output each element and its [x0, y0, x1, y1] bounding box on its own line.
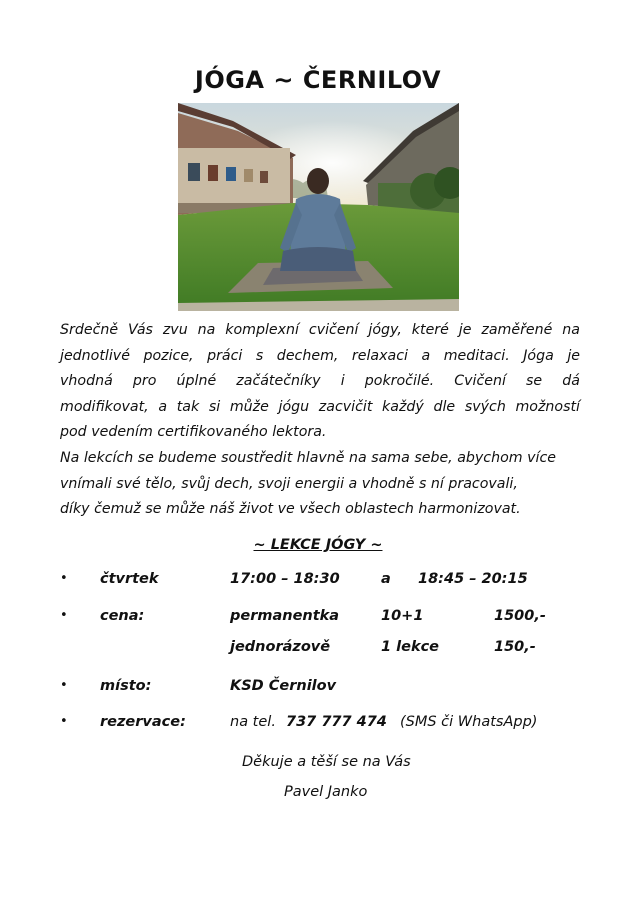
intro-line: jednotlivé pozice, práci s dechem, relaxaci a meditaci. Jóga je	[60, 347, 580, 364]
bullet: •	[60, 714, 68, 729]
reservation-label: rezervace:	[100, 714, 186, 730]
page-title: JÓGA ~ ČERNILOV	[194, 66, 442, 94]
intro-line: Na lekcích se budeme soustředit hlavně na sama sebe, abychom více	[60, 449, 556, 466]
yoga-photo	[178, 103, 459, 311]
price-type-2: jednorázově	[230, 639, 331, 655]
place-row	[0, 678, 636, 702]
reservation-phone: 737 777 474	[286, 714, 387, 730]
closing-thanks: Děkuje a těší se na Vás	[242, 754, 411, 770]
price-amount-1: 1500,-	[494, 608, 546, 624]
price-amount-2: 150,-	[494, 639, 536, 655]
price-label: cena:	[100, 608, 145, 624]
lessons-heading: ~ LEKCE JÓGY ~	[253, 537, 383, 553]
intro-line: díky čemuž se může náš život ve všech oblastech harmonizovat.	[60, 501, 521, 518]
reservation-row	[0, 714, 636, 738]
schedule-row	[0, 571, 636, 595]
closing-name: Pavel Janko	[284, 784, 368, 800]
intro-line: modifikovat, a tak si může jógu zacvičit každý dle svých možností	[60, 398, 580, 415]
intro-text	[60, 318, 580, 523]
intro-line: vhodná pro úplné začátečníky i pokročilé. Cvičení se dá	[60, 373, 580, 390]
bullet: •	[60, 571, 68, 586]
price-row	[0, 608, 636, 632]
schedule-time-2: 18:45 – 20:15	[418, 571, 528, 587]
intro-line: vnímali své tělo, svůj dech, svoji energii a vhodně s ní pracovali,	[60, 475, 518, 492]
intro-line: Srdečně Vás zvu na komplexní cvičení jógy, které je zaměřené na	[60, 322, 580, 338]
price-count-2: 1 lekce	[381, 639, 440, 655]
reservation-suffix: (SMS či WhatsApp)	[400, 714, 538, 730]
price-count-1: 10+1	[381, 608, 424, 624]
place-label: místo:	[100, 678, 152, 694]
price-type-1: permanentka	[230, 608, 340, 624]
schedule-label: čtvrtek	[100, 571, 159, 587]
bullet: •	[60, 678, 68, 693]
place-value: KSD Černilov	[230, 678, 337, 694]
schedule-conjunction: a	[381, 571, 391, 587]
price-row-2	[0, 639, 636, 663]
intro-line: pod vedením certifikovaného lektora.	[60, 424, 327, 441]
schedule-time-1: 17:00 – 18:30	[230, 571, 340, 587]
bullet: •	[60, 608, 68, 623]
reservation-prefix: na tel.	[230, 714, 276, 730]
